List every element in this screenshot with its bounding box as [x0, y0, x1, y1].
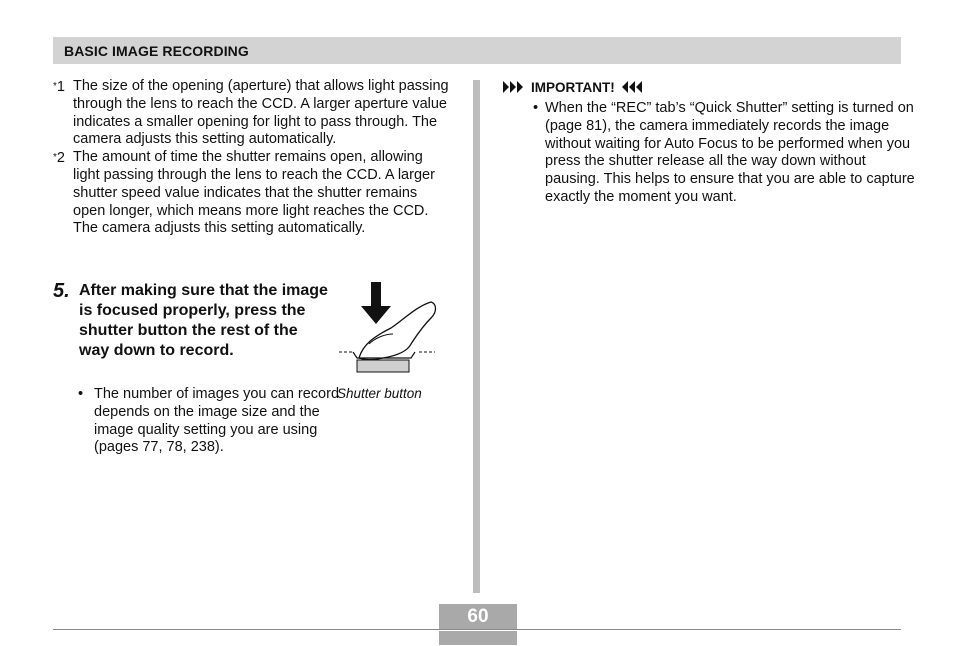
- footnote-2: [53, 149, 453, 238]
- important-text: When the “REC” tab’s “Quick Shutter” setting is turned on (page 81), the camera immediately records the image without waiting for Auto Focus to be performed when you press the shutter release all the way down without pausing. This helps to ensure that you are able to capture exactly the moment you want.: [545, 100, 915, 205]
- page-number: 60: [467, 606, 489, 627]
- footnote-text: The amount of time the shutter remains open, allowing light passing through the lens to reach the CCD. A larger shutter speed value indicates that the shutter remains open longer, which means more light reaches the CCD. The camera adjusts this setting automatically.: [73, 149, 435, 237]
- footnote-marker: *1: [53, 79, 65, 95]
- page-number-box: [439, 604, 517, 629]
- footnote-marker: *2: [53, 150, 65, 167]
- page-number-tab: [439, 631, 517, 645]
- important-label: IMPORTANT!: [531, 79, 615, 95]
- footer-rule: [53, 629, 901, 630]
- important-note: [533, 100, 917, 207]
- illustration-caption: Shutter button: [337, 386, 422, 401]
- section-title: BASIC IMAGE RECORDING: [64, 43, 249, 59]
- footnote-1: [53, 78, 453, 149]
- step-instruction: After making sure that the image is focused properly, press the shutter button the rest of the way down to record.: [79, 282, 328, 359]
- step-number: 5.: [53, 280, 70, 302]
- triple-left-arrow-icon: [621, 81, 643, 93]
- bullet-dot: •: [78, 386, 84, 402]
- step-bullet-text: The number of images you can record depends on the image size and the image quality setting you are using: [94, 386, 340, 438]
- column-divider: [473, 80, 480, 593]
- important-heading: [503, 78, 643, 96]
- section-header: [53, 37, 901, 64]
- step-bullet-ref: (pages 77, 78, 238).: [94, 439, 224, 456]
- footnotes: [53, 78, 453, 238]
- step-bullet: [78, 386, 344, 457]
- bullet-dot: •: [533, 100, 539, 116]
- finger-pressing-shutter-icon: [335, 282, 440, 377]
- footnote-text: The size of the opening (aperture) that allows light passing through the lens to reach the CCD. A larger aperture value indicates a smaller opening for light to pass through. The camera adjusts this setting automatically.: [73, 78, 449, 148]
- triple-right-arrow-icon: [503, 81, 525, 93]
